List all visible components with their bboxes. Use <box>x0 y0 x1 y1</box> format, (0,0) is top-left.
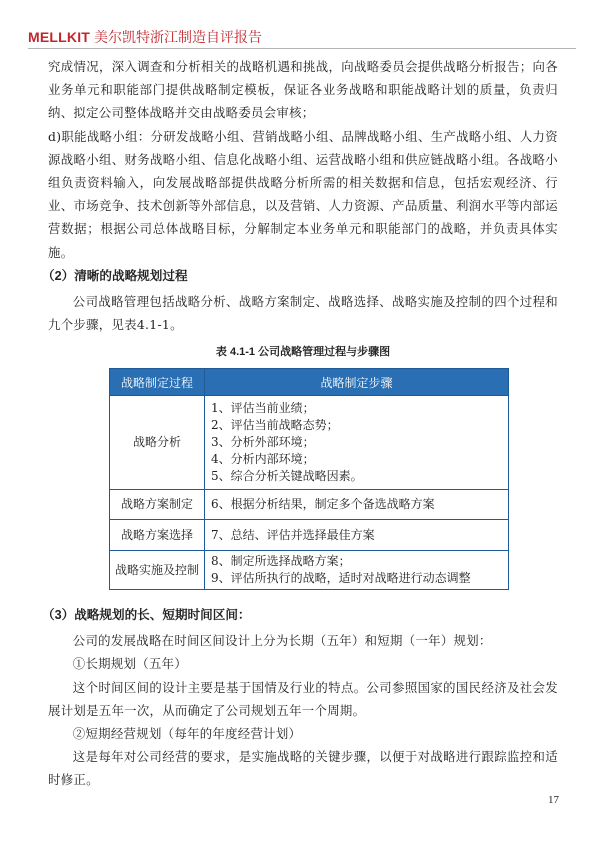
step-text: 6、根据分析结果，制定多个备选战略方案 <box>211 497 435 512</box>
table-header-row <box>110 369 509 396</box>
step-text: 9、评估所执行的战略，适时对战略进行动态调整 <box>211 571 471 586</box>
table-row <box>110 551 509 590</box>
intro-paragraph: 究成情况，深入调查和分析相关的战略机遇和挑战，向战略委员会提供战略分析报告；向各业务单元和职能部门提供战略制定模板，保证各业务战略和职能战略计划的质量，负责归纳、拟定公司整体战略并交由战略委员会审核； <box>48 59 558 121</box>
page-number: 17 <box>548 794 559 806</box>
table-caption: 表 4.1-1 公司战略管理过程与步骤图 <box>215 346 391 359</box>
table-row <box>110 490 509 520</box>
section-3-heading: （3）战略规划的长、短期时间区间： <box>42 608 251 623</box>
step-text: 4、分析内部环境； <box>211 452 315 467</box>
brand-logo-text: MELLKIT <box>28 29 91 45</box>
table-header-process: 战略制定过程 <box>110 369 205 396</box>
strategy-process-table <box>109 368 509 590</box>
section-3-paragraph: 公司的发展战略在时间区间设计上分为长期（五年）和短期（一年）规划： <box>72 633 492 649</box>
process-cell: 战略实施及控制 <box>110 551 205 590</box>
process-cell: 战略方案制定 <box>110 490 205 520</box>
long-term-plan-text: 这个时间区间的设计主要是基于国情及行业的特点。公司参照国家的国民经济及社会发展计划是五年一次，从而确定了公司规划五年一个周期。 <box>48 679 558 718</box>
section-2-paragraph: 公司战略管理包括战略分析、战略方案制定、战略选择、战略实施及控制的四个过程和九个步骤，见表4.1-1。 <box>48 293 558 333</box>
table-row <box>110 396 509 490</box>
table-header-steps: 战略制定步骤 <box>205 369 509 396</box>
steps-cell <box>205 551 509 590</box>
short-term-plan-text: 这是每年对公司经营的要求，是实施战略的关键步骤，以便于对战略进行跟踪监控和适时修正。 <box>48 749 558 788</box>
page-body <box>42 55 558 792</box>
process-cell: 战略方案选择 <box>110 520 205 551</box>
step-text: 5、综合分析关键战略因素。 <box>211 469 363 484</box>
step-text: 8、制定所选择战略方案； <box>211 554 351 569</box>
steps-cell <box>205 490 509 520</box>
company-name: 美尔凯特 <box>93 29 150 45</box>
functional-strategy-paragraph: d)职能战略小组：分研发战略小组、营销战略小组、品牌战略小组、生产战略小组、人力资源战略小组、财务战略小组、信息化战略小组、运营战略小组和供应链战略小组。各战略小组负责资料输入，向发展战略部提供战略分析所需的相关数据和信息，包括宏观经济、行业、市场竞争、技术创新等外部信息，以及营销、人力资源、产品质量、利润水平等内部运营数据；根据公司总体战略目标，分解制定本业务单元和职能部门的战略，并负责具体实施。 <box>48 128 558 260</box>
section-2-heading: （2）清晰的战略规划过程 <box>42 268 188 283</box>
short-term-plan-heading: ②短期经营规划（每年的年度经营计划） <box>72 726 302 742</box>
step-text: 3、分析外部环境； <box>211 435 315 450</box>
step-text: 1、评估当前业绩； <box>211 401 315 416</box>
report-title: 浙江制造自评报告 <box>149 29 262 45</box>
step-text: 2、评估当前战略态势； <box>211 418 339 433</box>
table-row <box>110 520 509 551</box>
header-text <box>28 28 262 46</box>
step-text: 7、总结、评估并选择最佳方案 <box>211 527 375 542</box>
process-cell: 战略分析 <box>110 396 205 490</box>
steps-cell <box>205 520 509 551</box>
header-divider <box>28 48 576 49</box>
steps-cell <box>205 396 509 490</box>
page-header <box>28 26 576 50</box>
long-term-plan-heading: ①长期规划（五年） <box>72 656 188 672</box>
